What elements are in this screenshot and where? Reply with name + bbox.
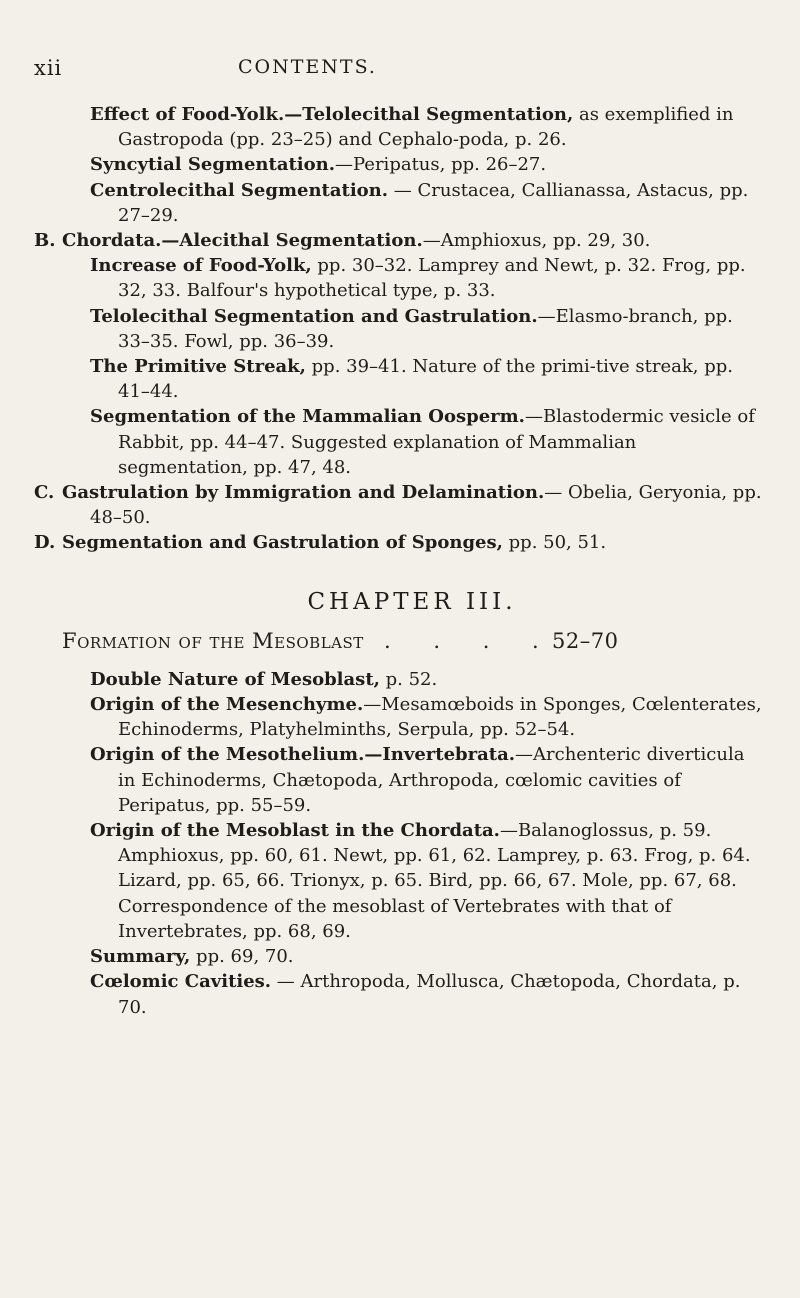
entry-lead: Centrolecithal Segmentation.	[90, 179, 389, 201]
toc-entry	[90, 178, 762, 228]
entry-text: —Blastodermic vesicle of Rabbit, pp. 44–47. Suggested explanation of Mammalian segmentation, pp. 47, 48.	[118, 406, 755, 478]
entry-lead: Segmentation and Gastrulation of Sponges,	[62, 532, 503, 554]
entry-text: —Elasmo-branch, pp. 33–35. Fowl, pp. 36–39.	[118, 305, 733, 352]
running-head	[0, 0, 800, 80]
entry-lead: Origin of the Mesoblast in the Chordata.	[90, 820, 500, 842]
entry-text: — Obelia, Geryonia, pp. 48–50.	[90, 482, 762, 529]
toc-entry	[90, 102, 762, 152]
entry-lead: Double Nature of Mesoblast,	[90, 668, 380, 690]
toc-entry-d	[34, 530, 762, 555]
entry-lead: Effect of Food-Yolk.—Telolecithal Segmentation,	[90, 104, 574, 125]
section-title: Formation of the Mesoblast	[62, 628, 364, 653]
section-page-range: 52–70	[552, 628, 619, 653]
entry-letter: C.	[34, 482, 55, 504]
toc-entry	[90, 152, 762, 177]
entry-lead: Segmentation of the Mammalian Oosperm.	[90, 406, 525, 428]
entry-letter: D.	[34, 532, 56, 554]
toc-entry	[90, 354, 762, 404]
contents-body	[34, 102, 762, 1020]
toc-entry	[90, 742, 762, 818]
toc-entry	[90, 667, 762, 692]
entry-lead: Telolecithal Segmentation and Gastrulation.	[90, 305, 538, 327]
entries-top	[62, 102, 762, 228]
entries-b-sub	[62, 253, 762, 480]
entry-text: p. 52.	[379, 668, 438, 690]
entry-text: as exemplified in Gastropoda (pp. 23–25) and Cephalo-poda, p. 26.	[118, 104, 734, 151]
entry-lead: Gastrulation by Immigration and Delamination.	[62, 482, 545, 504]
header-title: CONTENTS.	[238, 56, 377, 78]
chapter-heading: CHAPTER III.	[307, 588, 517, 615]
entry-text: pp. 39–41. Nature of the primi-tive streak, pp. 41–44.	[118, 356, 733, 403]
entry-lead: Origin of the Mesothelium.—Invertebrata.	[90, 744, 516, 766]
entry-lead: Syncytial Segmentation.	[90, 154, 335, 176]
entry-text: — Arthropoda, Mollusca, Chætopoda, Chordata, p. 70.	[118, 971, 741, 1018]
entry-text: —Amphioxus, pp. 29, 30.	[422, 230, 651, 252]
toc-entry-c	[34, 480, 762, 530]
entry-text: —Archenteric diverticula in Echinoderms, Chætopoda, Arthropoda, cœlomic cavities of Peripatus, pp. 55–59.	[118, 744, 745, 816]
entry-text: — Crustacea, Callianassa, Astacus, pp. 27–29.	[118, 179, 749, 226]
entry-lead: The Primitive Streak,	[90, 356, 306, 378]
toc-entry	[90, 253, 762, 303]
entry-text: pp. 50, 51.	[502, 532, 607, 554]
toc-entry	[90, 304, 762, 354]
section-title-line	[0, 629, 762, 657]
entry-lead: Chordata.—Alecithal Segmentation.	[62, 230, 423, 252]
leader-dots: . . . .	[384, 628, 557, 653]
entry-lead: Origin of the Mesenchyme.	[90, 694, 364, 716]
toc-entry	[90, 692, 762, 742]
entry-text: —Mesamœboids in Sponges, Cœlenterates, Echinoderms, Platyhelminths, Serpula, pp. 52–54.	[118, 694, 762, 741]
page-number: xii	[34, 56, 63, 80]
toc-entry	[90, 969, 762, 1019]
entry-text: —Peripatus, pp. 26–27.	[335, 154, 547, 176]
toc-entry	[90, 404, 762, 480]
entry-lead: Increase of Food-Yolk,	[90, 255, 312, 277]
toc-entry-b	[34, 228, 762, 253]
toc-entry	[90, 818, 762, 944]
entry-text: —Balanoglossus, p. 59. Amphioxus, pp. 60, 61. Newt, pp. 61, 62. Lamprey, p. 63. Frog, p. 64. Lizard, pp. 65, 66. Trionyx, p. 65. Bird, pp. 66, 67. Mole, pp. 67, 68. Correspondence of the mesoblast of Vertebrates with that of Invertebrates, pp. 68, 69.	[118, 820, 751, 942]
entries-chapter-3	[62, 667, 762, 1020]
entry-lead: Cœlomic Cavities.	[90, 971, 272, 993]
toc-entry	[90, 944, 762, 969]
entry-text: pp. 30–32. Lamprey and Newt, p. 32. Frog, pp. 32, 33. Balfour's hypothetical type, p. 33.	[118, 255, 746, 302]
entry-text: pp. 69, 70.	[190, 946, 294, 968]
entry-letter: B.	[34, 230, 56, 252]
entry-lead: Summary,	[90, 946, 191, 968]
